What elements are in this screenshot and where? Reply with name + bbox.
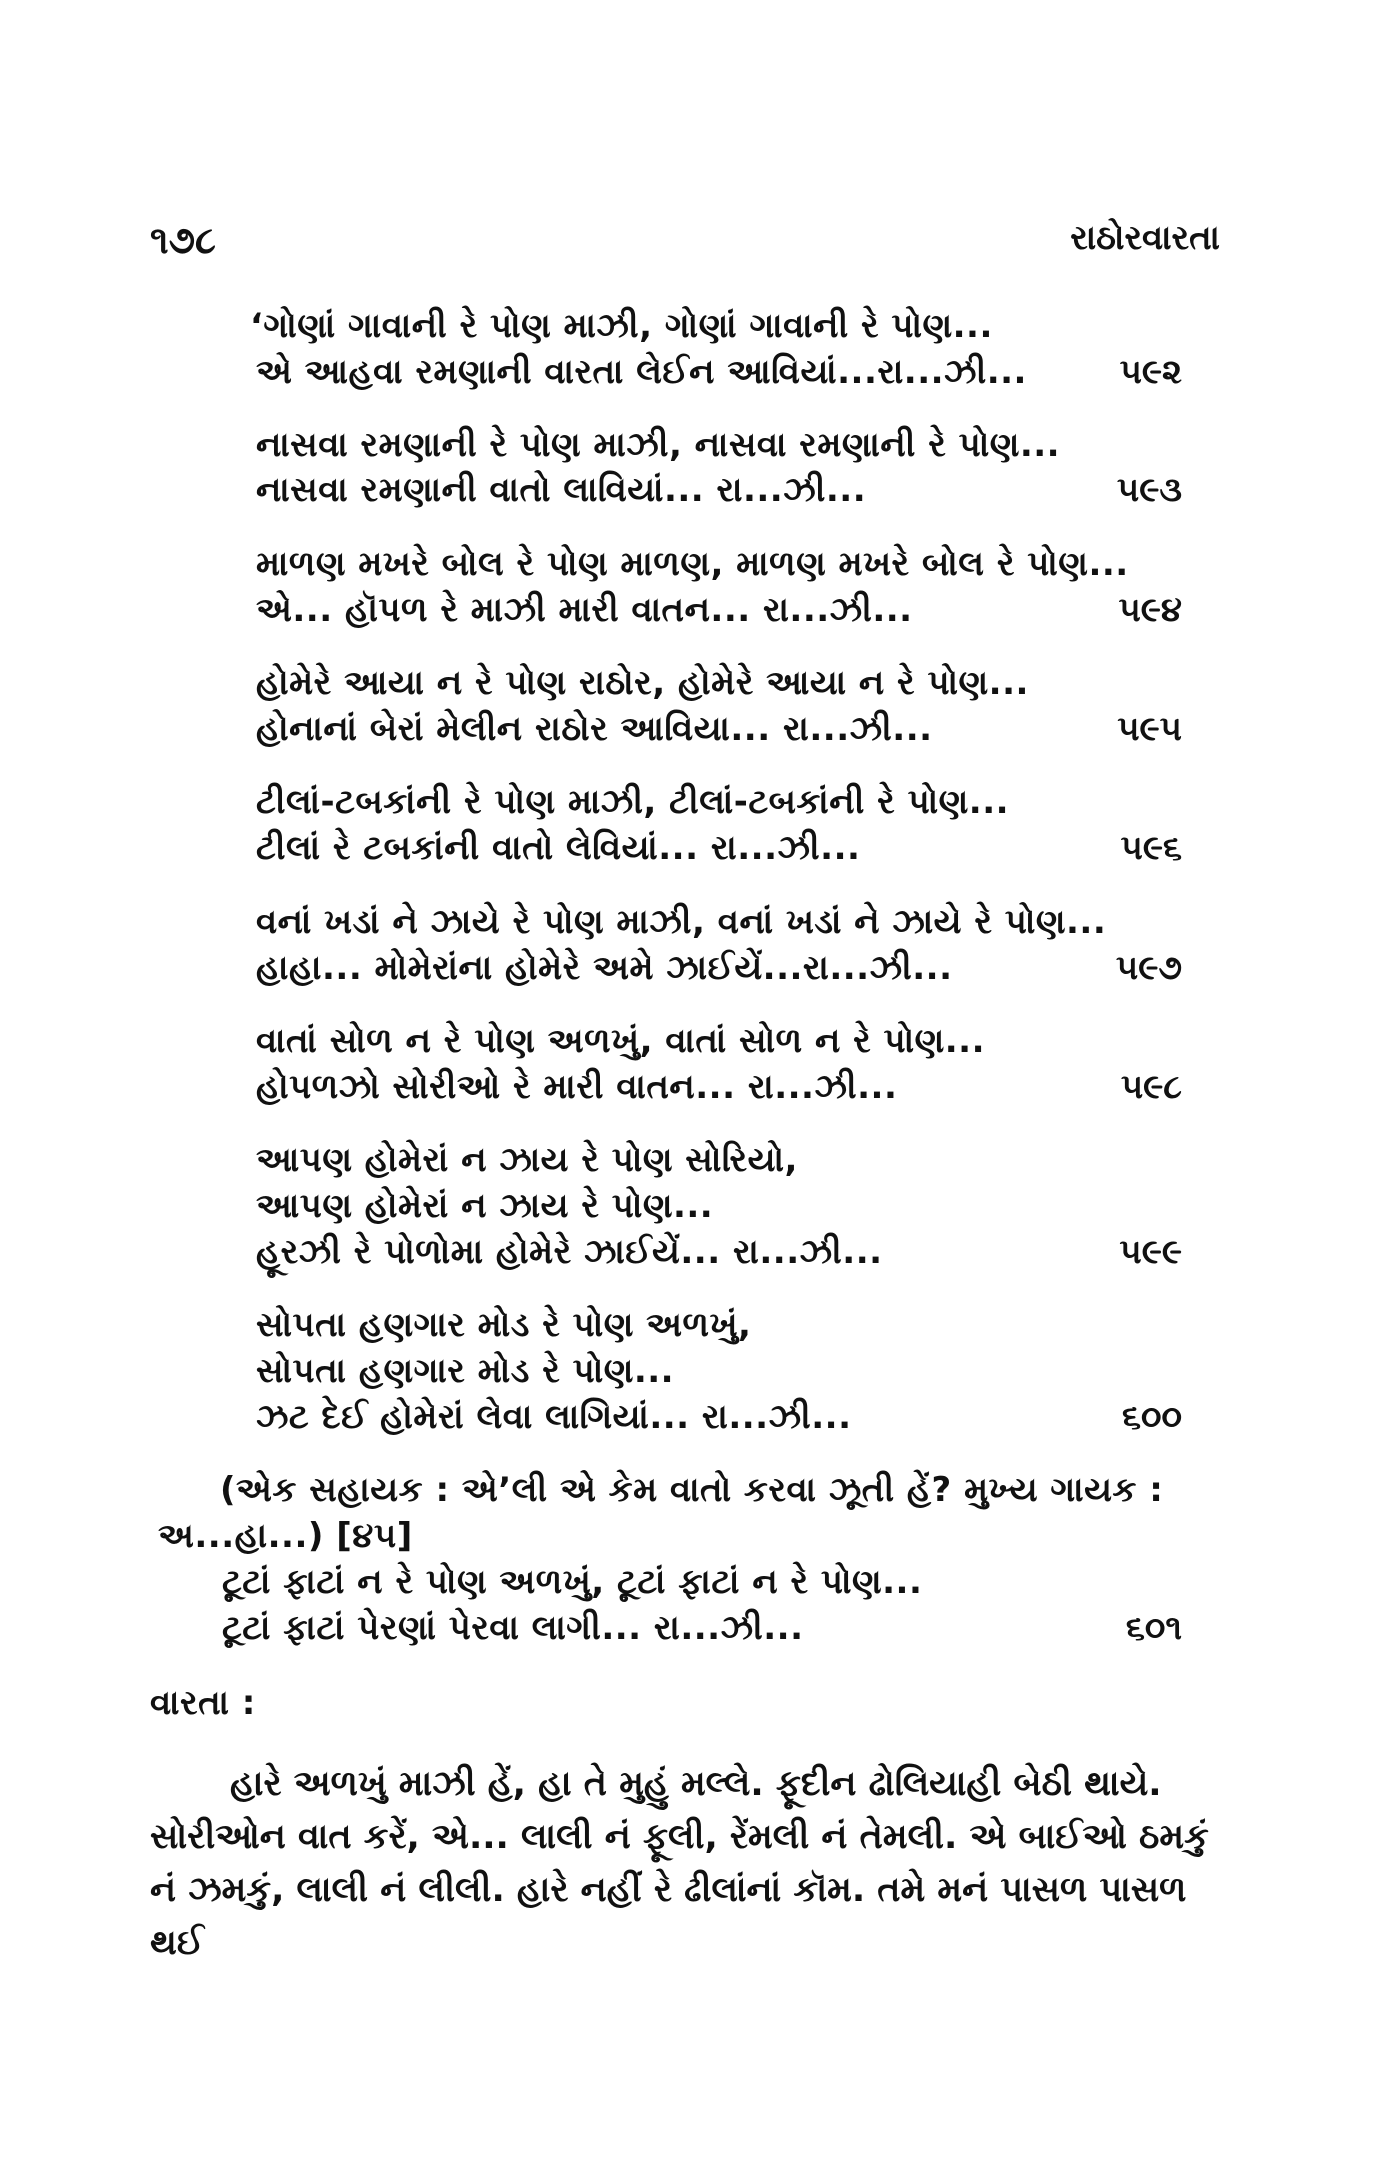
aside-line: અ...હા...) [૪૫]: [158, 1516, 413, 1556]
verse-line: ટૂટાં ફાટાં પેરણાં પેરવા લાગી... રા...ઝી...: [222, 1608, 804, 1648]
running-head: રાઠોરવારતા: [1070, 218, 1220, 258]
verse-line: સોપતા હણગાર મોડ રે પોણ...: [256, 1351, 675, 1391]
verse-number: ૫૯૨: [1119, 352, 1182, 392]
verse-line: ઝટ દેઈ હોમેરાં લેવા લાગિયાં... રા...ઝી...: [256, 1397, 852, 1437]
verse-line: ટીલાં-ટબકાંની રે પોણ માઝી, ટીલાં-ટબકાંની રે પોણ...: [256, 782, 1010, 822]
verse-line: ‘ગોણાં ગાવાની રે પોણ માઝી, ગોણાં ગાવાની રે પોણ...: [250, 306, 993, 346]
verse-line: હોનાનાં બેરાં મેલીન રાઠોર આવિયા... રા...ઝી...: [256, 709, 933, 749]
verse-number: ૫૯૪: [1118, 590, 1182, 630]
verse-number: ૬૦૦: [1122, 1397, 1182, 1437]
verse-line: વનાં ખડાં ને ઝાયે રે પોણ માઝી, વનાં ખડાં ને ઝાયે રે પોણ...: [256, 902, 1107, 942]
verse-line: વાતાં સોળ ન રે પોણ અળખું, વાતાં સોળ ન રે પોણ...: [256, 1021, 986, 1061]
prose-text: હારે અળખું માઝી હેં, હા તે મુહું મલ્લે. ફૂદીન ઢોલિયાહી બેઠી થાયે. સોરીઓન વાત કરેં, એ... લાલી નં ફૂલી, રેંમલી નં તેમલી. એ બાઈઓ ઠમકું નં ઝમકું, લાલી નં લીલી. હારે નહીં રે ઢીલાંનાં કૉમ. તમે મનં પાસળ પાસળ થઈ: [150, 1764, 1209, 1963]
verse-line: માળણ મખરે બોલ રે પોણ માળણ, માળણ મખરે બોલ રે પોણ...: [256, 544, 1129, 584]
aside-line: (એક સહાયક : એ’લી એ કેમ વાતો કરવા ઝૂતી હેં? મુખ્ય ગાયક :: [220, 1470, 1164, 1510]
verse-number: ૫૯૬: [1120, 828, 1182, 868]
verse-number: ૫૯૭: [1115, 948, 1182, 988]
verse-line: સોપતા હણગાર મોડ રે પોણ અળખું,: [256, 1305, 752, 1345]
verse-line: ટૂટાં ફાટાં ન રે પોણ અળખું, ટૂટાં ફાટાં ન રે પોણ...: [222, 1562, 923, 1602]
verse-number: ૫૯૫: [1117, 709, 1182, 749]
verse-number: ૫૯૯: [1119, 1232, 1182, 1272]
verse-line: એ... હૉપળ રે માઝી મારી વાતન... રા...ઝી...: [256, 590, 913, 630]
verse-line: એ આહવા રમણાની વારતા લેઈન આવિયાં...રા...ઝી...: [256, 352, 1027, 392]
verse-number: ૬૦૧: [1125, 1608, 1182, 1648]
section-heading: વારતા :: [150, 1683, 256, 1723]
verse-line: ટીલાં રે ટબકાંની વાતો લેવિયાં... રા...ઝી...: [256, 828, 861, 868]
verse-line: હૂરઝી રે પોળોમા હોમેરે ઝાઈયેં... રા...ઝી...: [256, 1232, 883, 1272]
verse-number: ૫૯૩: [1116, 470, 1182, 510]
prose-paragraph: [150, 1758, 1230, 1970]
page-number: ૧૭૮: [150, 218, 216, 262]
verse-line: હોપળઝો સોરીઓ રે મારી વાતન... રા...ઝી...: [256, 1067, 898, 1107]
verse-line: નાસવા રમણાની રે પોણ માઝી, નાસવા રમણાની રે પોણ...: [256, 425, 1061, 465]
verse-line: આપણ હોમેરાં ન ઝાય રે પોણ...: [256, 1186, 714, 1226]
verse-line: હોમેરે આયા ન રે પોણ રાઠોર, હોમેરે આયા ન રે પોણ...: [256, 663, 1029, 703]
verse-number: ૫૯૮: [1120, 1067, 1182, 1107]
verse-line: હાહા... મોમેરાંના હોમેરે અમે ઝાઈયેં...રા...ઝી...: [256, 948, 953, 988]
verse-line: આપણ હોમેરાં ન ઝાય રે પોણ સોરિયો,: [256, 1140, 798, 1180]
verse-line: નાસવા રમણાની વાતો લાવિયાં... રા...ઝી...: [256, 470, 867, 510]
